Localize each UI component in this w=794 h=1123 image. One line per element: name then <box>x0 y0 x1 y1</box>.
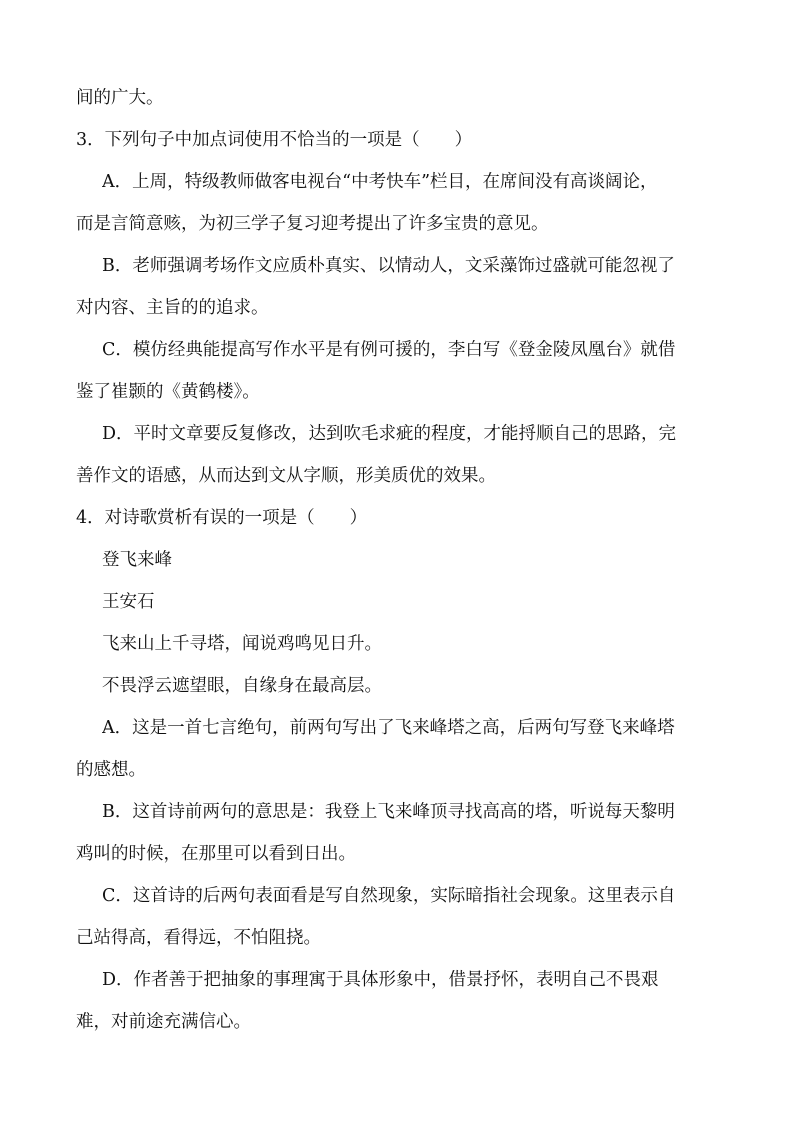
text-line: 对内容、主旨的的追求。 <box>76 298 269 318</box>
text-line: 鸡叫的时候，在那里可以看到日出。 <box>76 844 356 864</box>
question-4-option-a: A．这是一首七言绝句，前两句写出了飞来峰塔之高，后两句写登飞来峰塔 <box>102 718 675 738</box>
question-3-option-d: D．平时文章要反复修改，达到吹毛求疵的程度，才能捋顺自己的思路，完 <box>102 424 677 444</box>
poem-line: 飞来山上千寻塔，闻说鸡鸣见日升。 <box>102 634 382 654</box>
question-3-option-a: A．上周，特级教师做客电视台“中考快车”栏目，在席间没有高谈阔论， <box>102 172 658 192</box>
text-line: 己站得高，看得远，不怕阻挠。 <box>76 928 321 948</box>
question-3-option-c: C．模仿经典能提高写作水平是有例可援的，李白写《登金陵凤凰台》就借 <box>102 340 676 360</box>
text-line: 善作文的语感，从而达到文从字顺，形美质优的效果。 <box>76 466 496 486</box>
question-4-stem: 4．对诗歌赏析有误的一项是（ ） <box>76 508 368 528</box>
text-line: 而是言简意赅，为初三学子复习迎考提出了许多宝贵的意见。 <box>76 214 549 234</box>
question-3-option-b: B．老师强调考场作文应质朴真实、以情动人，文采藻饰过盛就可能忽视了 <box>102 256 675 276</box>
question-4-option-d: D．作者善于把抽象的事理寓于具体形象中，借景抒怀，表明自己不畏艰 <box>102 970 659 990</box>
poem-title: 登飞来峰 <box>102 550 172 570</box>
text-line: 鉴了崔颢的《黄鹤楼》。 <box>76 382 260 402</box>
text-line: 间的广大。 <box>76 88 164 108</box>
question-4-option-b: B．这首诗前两句的意思是：我登上飞来峰顶寻找高高的塔，听说每天黎明 <box>102 802 675 822</box>
question-4-option-c: C．这首诗的后两句表面看是写自然现象，实际暗指社会现象。这里表示自 <box>102 886 676 906</box>
question-3-stem: 3．下列句子中加点词使用不恰当的一项是（ ） <box>76 130 473 150</box>
poem-author: 王安石 <box>102 592 155 612</box>
poem-line: 不畏浮云遮望眼，自缘身在最高层。 <box>102 676 382 696</box>
text-line: 难，对前途充满信心。 <box>76 1012 251 1032</box>
text-line: 的感想。 <box>76 760 146 780</box>
